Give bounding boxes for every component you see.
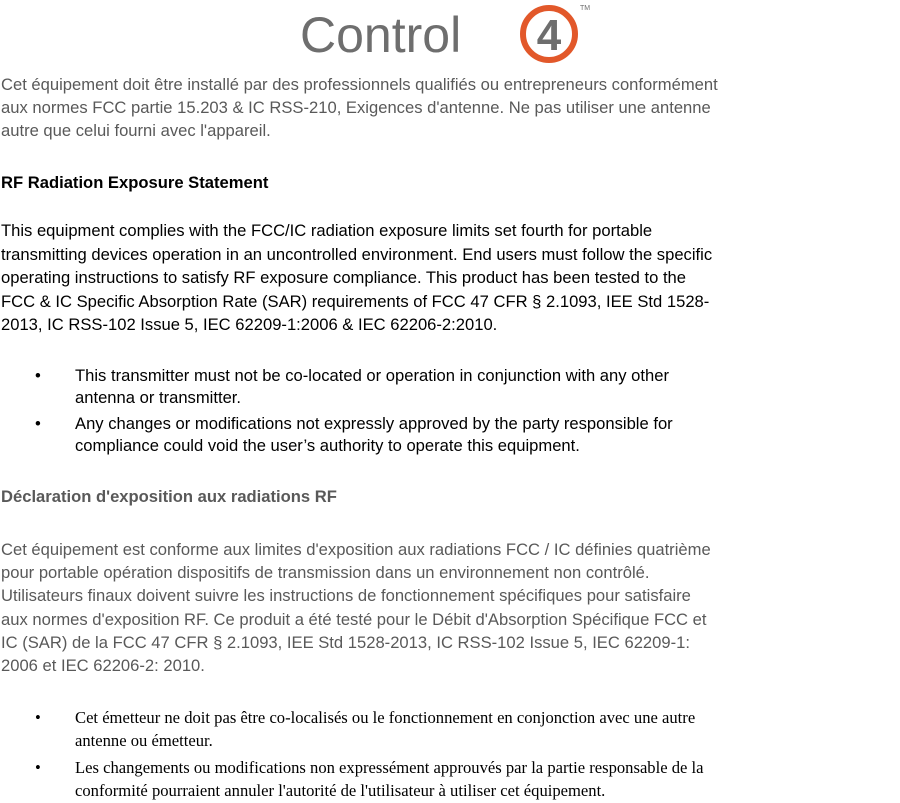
fr-intro-line: autre que celui fourni avec l'appareil. [1, 121, 271, 140]
fr-section-heading: Déclaration d'exposition aux radiations RF [1, 487, 337, 506]
en-body-paragraph [1, 219, 899, 337]
bullet-text [75, 413, 673, 457]
bullet-line: antenna or transmitter. [75, 388, 242, 407]
bullet-line: Any changes or modifications not expressly approved by the party responsible for [75, 414, 673, 433]
en-body-line: 2013, IC RSS-102 Issue 5, IEC 62209-1:2006 & IEC 62206-2:2010. [1, 315, 498, 334]
en-body-line: FCC & IC Specific Absorption Rate (SAR) requirements of FCC 47 CFR § 2.1093, IEE Std 1528- [1, 291, 710, 311]
bullet-text [75, 706, 695, 752]
en-body-line: transmitting devices operation in an uncontrolled environment. End users must follow the specific [1, 244, 713, 264]
logo-brand-digit: 4 [536, 11, 562, 60]
fr-body-line: Cet équipement est conforme aux limites d'exposition aux radiations FCC / IC définies quatrième [1, 540, 711, 559]
fr-body-line: 2006 et IEC 62206-2: 2010. [1, 656, 205, 676]
fr-bullet-item [0, 706, 900, 752]
bullet-marker: • [35, 366, 41, 385]
control4-logo [297, 0, 607, 70]
bullet-marker: • [35, 414, 41, 433]
fr-body-line: aux normes d'exposition RF. Ce produit a été testé pour le Débit d'Absorption Spécifique FCC et [1, 609, 707, 629]
en-body-line: This equipment complies with the FCC/IC radiation exposure limits set fourth for portable [1, 221, 653, 240]
fr-body-line: IC (SAR) de la FCC 47 CFR § 2.1093, IEE Std 1528-2013, IC RSS-102 Issue 5, IEC 62209-1: [1, 632, 690, 652]
fr-intro-line: Cet équipement doit être installé par des professionnels qualifiés ou entrepreneurs conformément [1, 75, 718, 94]
fr-intro-line: aux normes FCC partie 15.203 & IC RSS-210, Exigences d'antenne. Ne pas utiliser une antenne [1, 98, 711, 117]
bullet-text [75, 756, 704, 802]
bullet-line: Les changements ou modifications non expressément approuvés par la partie responsable de la [75, 758, 704, 777]
fr-body-line: Utilisateurs finaux doivent suivre les instructions de fonctionnement spécifiques pour satisfaire [1, 586, 691, 606]
bullet-text [75, 365, 669, 409]
bullet-marker: • [35, 758, 41, 777]
fr-body-paragraph [1, 538, 899, 677]
en-section-heading: RF Radiation Exposure Statement [1, 173, 269, 192]
bullet-line: Cet émetteur ne doit pas être co-localisés ou le fonctionnement en conjonction avec une autre [75, 708, 696, 727]
en-bullet-item [0, 365, 900, 413]
en-bullet-item [0, 413, 900, 461]
bullet-line: This transmitter must not be co-located or operation in conjunction with any other [75, 366, 669, 385]
bullet-line: compliance could void the user’s authority to operate this equipment. [75, 436, 580, 455]
fr-body-line: pour portable opération dispositifs de transmission dans un environnement non contrôlé. [1, 563, 650, 583]
bullet-marker: • [35, 708, 41, 727]
en-body-line: operating instructions to satisfy RF exposure compliance. This product has been tested to the [1, 268, 687, 287]
bullet-line: conformité pourraient annuler l'autorité de l'utilisateur à utiliser cet équipement. [75, 781, 606, 800]
logo-brand-text: Control [300, 7, 462, 63]
logo-trademark: TM [580, 5, 591, 12]
fr-intro-paragraph [1, 73, 899, 142]
bullet-line: antenne ou émetteur. [75, 731, 213, 750]
fr-bullet-item [0, 756, 900, 802]
